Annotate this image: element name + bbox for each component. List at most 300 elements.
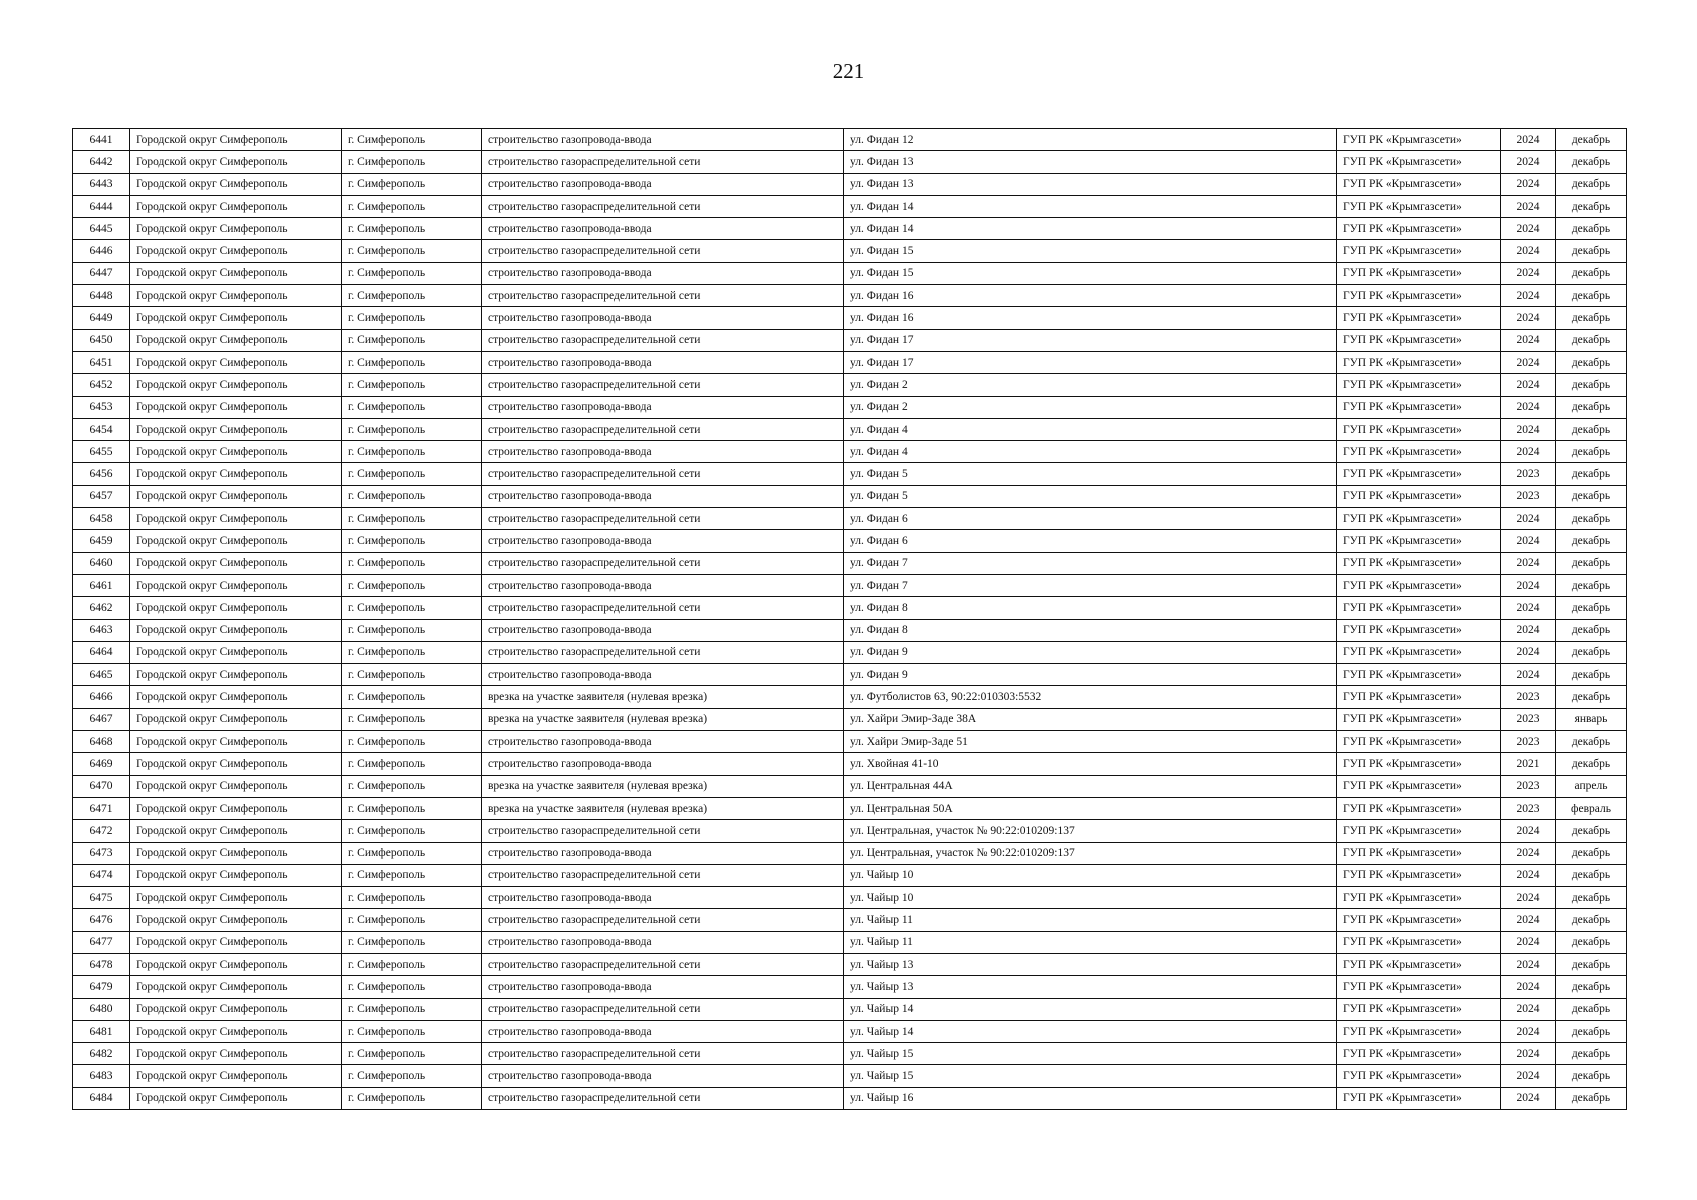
cell-municipality: Городской округ Симферополь [130,820,342,842]
cell-municipality: Городской округ Симферополь [130,775,342,797]
cell-row-number: 6466 [73,686,130,708]
cell-settlement: г. Симферополь [342,976,482,998]
cell-address: ул. Чайыр 15 [844,1065,1337,1087]
cell-month: декабрь [1556,262,1627,284]
cell-year: 2024 [1501,1020,1556,1042]
cell-organization: ГУП РК «Крымгазсети» [1337,307,1501,329]
table-row [73,976,1627,998]
cell-row-number: 6445 [73,218,130,240]
cell-municipality: Городской округ Симферополь [130,664,342,686]
cell-month: декабрь [1556,530,1627,552]
cell-work-type: строительство газораспределительной сети [482,552,844,574]
cell-organization: ГУП РК «Крымгазсети» [1337,508,1501,530]
cell-organization: ГУП РК «Крымгазсети» [1337,1065,1501,1087]
cell-row-number: 6472 [73,820,130,842]
cell-month: декабрь [1556,842,1627,864]
table-row [73,686,1627,708]
cell-work-type: строительство газораспределительной сети [482,508,844,530]
table-row [73,797,1627,819]
table-row [73,151,1627,173]
cell-month: декабрь [1556,909,1627,931]
page-number: 221 [832,59,865,83]
cell-row-number: 6484 [73,1087,130,1109]
cell-work-type: врезка на участке заявителя (нулевая врезка) [482,708,844,730]
cell-year: 2024 [1501,307,1556,329]
cell-municipality: Городской округ Симферополь [130,1087,342,1109]
cell-organization: ГУП РК «Крымгазсети» [1337,129,1501,151]
table-row [73,909,1627,931]
cell-settlement: г. Симферополь [342,931,482,953]
cell-row-number: 6468 [73,731,130,753]
cell-organization: ГУП РК «Крымгазсети» [1337,485,1501,507]
cell-work-type: строительство газопровода-ввода [482,351,844,373]
cell-organization: ГУП РК «Крымгазсети» [1337,976,1501,998]
cell-settlement: г. Симферополь [342,1043,482,1065]
cell-year: 2024 [1501,953,1556,975]
cell-municipality: Городской округ Симферополь [130,262,342,284]
cell-row-number: 6453 [73,396,130,418]
cell-municipality: Городской округ Симферополь [130,218,342,240]
table-row [73,775,1627,797]
cell-address: ул. Фидан 8 [844,619,1337,641]
cell-work-type: строительство газопровода-ввода [482,1065,844,1087]
cell-year: 2024 [1501,218,1556,240]
cell-year: 2024 [1501,931,1556,953]
cell-row-number: 6447 [73,262,130,284]
cell-work-type: строительство газораспределительной сети [482,285,844,307]
cell-address: ул. Фидан 15 [844,240,1337,262]
cell-year: 2024 [1501,574,1556,596]
cell-work-type: строительство газопровода-ввода [482,664,844,686]
cell-year: 2024 [1501,597,1556,619]
cell-row-number: 6464 [73,641,130,663]
cell-month: декабрь [1556,485,1627,507]
cell-year: 2021 [1501,753,1556,775]
cell-address: ул. Фидан 5 [844,485,1337,507]
cell-address: ул. Чайыр 15 [844,1043,1337,1065]
table-row [73,285,1627,307]
cell-settlement: г. Симферополь [342,374,482,396]
cell-settlement: г. Симферополь [342,820,482,842]
cell-organization: ГУП РК «Крымгазсети» [1337,396,1501,418]
cell-year: 2023 [1501,485,1556,507]
cell-year: 2024 [1501,262,1556,284]
cell-row-number: 6474 [73,864,130,886]
cell-year: 2023 [1501,731,1556,753]
cell-municipality: Городской округ Симферополь [130,151,342,173]
table-row [73,195,1627,217]
cell-row-number: 6455 [73,441,130,463]
cell-month: декабрь [1556,151,1627,173]
cell-row-number: 6481 [73,1020,130,1042]
cell-settlement: г. Симферополь [342,887,482,909]
cell-month: декабрь [1556,173,1627,195]
cell-settlement: г. Симферополь [342,463,482,485]
table-row [73,552,1627,574]
cell-address: ул. Фидан 14 [844,218,1337,240]
cell-month: декабрь [1556,953,1627,975]
cell-year: 2024 [1501,351,1556,373]
cell-work-type: строительство газораспределительной сети [482,1087,844,1109]
cell-organization: ГУП РК «Крымгазсети» [1337,285,1501,307]
cell-address: ул. Фидан 8 [844,597,1337,619]
cell-address: ул. Фидан 14 [844,195,1337,217]
table-row [73,173,1627,195]
cell-address: ул. Фидан 4 [844,441,1337,463]
cell-organization: ГУП РК «Крымгазсети» [1337,351,1501,373]
cell-organization: ГУП РК «Крымгазсети» [1337,731,1501,753]
cell-work-type: строительство газопровода-ввода [482,976,844,998]
cell-month: декабрь [1556,285,1627,307]
cell-month: декабрь [1556,931,1627,953]
cell-municipality: Городской округ Симферополь [130,1020,342,1042]
cell-settlement: г. Симферополь [342,218,482,240]
cell-month: декабрь [1556,686,1627,708]
cell-row-number: 6471 [73,797,130,819]
cell-organization: ГУП РК «Крымгазсети» [1337,998,1501,1020]
cell-row-number: 6463 [73,619,130,641]
cell-municipality: Городской округ Симферополь [130,195,342,217]
table-row [73,485,1627,507]
cell-work-type: строительство газопровода-ввода [482,262,844,284]
cell-settlement: г. Симферополь [342,597,482,619]
cell-municipality: Городской округ Симферополь [130,374,342,396]
cell-organization: ГУП РК «Крымгазсети» [1337,418,1501,440]
cell-work-type: строительство газопровода-ввода [482,307,844,329]
cell-row-number: 6465 [73,664,130,686]
cell-work-type: строительство газопровода-ввода [482,530,844,552]
table-row [73,530,1627,552]
cell-organization: ГУП РК «Крымгазсети» [1337,218,1501,240]
table-row [73,1087,1627,1109]
cell-settlement: г. Симферополь [342,842,482,864]
cell-address: ул. Фидан 16 [844,307,1337,329]
cell-year: 2024 [1501,820,1556,842]
table-row [73,1043,1627,1065]
cell-address: ул. Фидан 17 [844,351,1337,373]
table-row [73,418,1627,440]
cell-row-number: 6451 [73,351,130,373]
cell-year: 2024 [1501,329,1556,351]
cell-address: ул. Фидан 4 [844,418,1337,440]
cell-year: 2024 [1501,998,1556,1020]
cell-work-type: строительство газопровода-ввода [482,396,844,418]
cell-organization: ГУП РК «Крымгазсети» [1337,597,1501,619]
table-row [73,218,1627,240]
cell-settlement: г. Симферополь [342,351,482,373]
cell-row-number: 6469 [73,753,130,775]
cell-municipality: Городской округ Симферополь [130,463,342,485]
cell-month: декабрь [1556,195,1627,217]
cell-settlement: г. Симферополь [342,619,482,641]
cell-year: 2024 [1501,976,1556,998]
cell-row-number: 6475 [73,887,130,909]
cell-work-type: строительство газопровода-ввода [482,1020,844,1042]
cell-settlement: г. Симферополь [342,508,482,530]
cell-settlement: г. Симферополь [342,485,482,507]
cell-municipality: Городской округ Симферополь [130,508,342,530]
cell-year: 2024 [1501,151,1556,173]
cell-year: 2023 [1501,708,1556,730]
cell-month: декабрь [1556,374,1627,396]
cell-month: декабрь [1556,351,1627,373]
table-row [73,731,1627,753]
cell-settlement: г. Симферополь [342,909,482,931]
table-row [73,129,1627,151]
table-row [73,262,1627,284]
cell-address: ул. Чайыр 10 [844,887,1337,909]
cell-work-type: строительство газораспределительной сети [482,953,844,975]
cell-month: декабрь [1556,1020,1627,1042]
cell-municipality: Городской округ Симферополь [130,953,342,975]
cell-month: декабрь [1556,820,1627,842]
cell-work-type: врезка на участке заявителя (нулевая врезка) [482,775,844,797]
cell-address: ул. Фидан 13 [844,173,1337,195]
cell-work-type: строительство газораспределительной сети [482,240,844,262]
cell-row-number: 6442 [73,151,130,173]
cell-work-type: строительство газопровода-ввода [482,931,844,953]
cell-address: ул. Фидан 12 [844,129,1337,151]
cell-year: 2023 [1501,797,1556,819]
table-row [73,351,1627,373]
cell-municipality: Городской округ Симферополь [130,998,342,1020]
cell-year: 2024 [1501,1065,1556,1087]
cell-organization: ГУП РК «Крымгазсети» [1337,708,1501,730]
cell-organization: ГУП РК «Крымгазсети» [1337,775,1501,797]
cell-row-number: 6480 [73,998,130,1020]
cell-row-number: 6450 [73,329,130,351]
cell-settlement: г. Симферополь [342,441,482,463]
cell-municipality: Городской округ Симферополь [130,619,342,641]
cell-row-number: 6479 [73,976,130,998]
cell-municipality: Городской округ Симферополь [130,887,342,909]
cell-settlement: г. Симферополь [342,396,482,418]
cell-row-number: 6482 [73,1043,130,1065]
cell-row-number: 6456 [73,463,130,485]
cell-municipality: Городской округ Симферополь [130,864,342,886]
cell-municipality: Городской округ Симферополь [130,1043,342,1065]
cell-month: декабрь [1556,129,1627,151]
table-row [73,864,1627,886]
cell-settlement: г. Симферополь [342,864,482,886]
cell-municipality: Городской округ Симферополь [130,441,342,463]
cell-year: 2024 [1501,1043,1556,1065]
cell-year: 2024 [1501,552,1556,574]
cell-settlement: г. Симферополь [342,797,482,819]
table-row [73,374,1627,396]
cell-address: ул. Фидан 9 [844,641,1337,663]
cell-year: 2024 [1501,240,1556,262]
cell-work-type: строительство газопровода-ввода [482,441,844,463]
cell-month: декабрь [1556,619,1627,641]
cell-address: ул. Фидан 5 [844,463,1337,485]
cell-municipality: Городской округ Симферополь [130,285,342,307]
cell-municipality: Городской округ Симферополь [130,329,342,351]
cell-year: 2023 [1501,775,1556,797]
cell-month: декабрь [1556,1065,1627,1087]
cell-row-number: 6459 [73,530,130,552]
cell-row-number: 6449 [73,307,130,329]
cell-month: декабрь [1556,574,1627,596]
cell-row-number: 6458 [73,508,130,530]
cell-municipality: Городской округ Симферополь [130,418,342,440]
cell-municipality: Городской округ Симферополь [130,351,342,373]
cell-row-number: 6477 [73,931,130,953]
cell-address: ул. Фидан 6 [844,508,1337,530]
cell-address: ул. Фидан 2 [844,374,1337,396]
cell-work-type: строительство газопровода-ввода [482,574,844,596]
cell-year: 2023 [1501,686,1556,708]
cell-settlement: г. Симферополь [342,285,482,307]
cell-work-type: строительство газораспределительной сети [482,909,844,931]
cell-organization: ГУП РК «Крымгазсети» [1337,909,1501,931]
cell-settlement: г. Симферополь [342,151,482,173]
cell-month: декабрь [1556,307,1627,329]
cell-month: декабрь [1556,864,1627,886]
cell-work-type: строительство газопровода-ввода [482,842,844,864]
cell-work-type: строительство газопровода-ввода [482,753,844,775]
cell-settlement: г. Симферополь [342,173,482,195]
cell-month: декабрь [1556,664,1627,686]
cell-municipality: Городской округ Симферополь [130,797,342,819]
cell-year: 2024 [1501,508,1556,530]
cell-settlement: г. Симферополь [342,574,482,596]
cell-month: декабрь [1556,1087,1627,1109]
cell-address: ул. Центральная 50А [844,797,1337,819]
table-row [73,396,1627,418]
cell-settlement: г. Симферополь [342,129,482,151]
cell-row-number: 6443 [73,173,130,195]
cell-work-type: строительство газопровода-ввода [482,485,844,507]
table-row [73,708,1627,730]
cell-organization: ГУП РК «Крымгазсети» [1337,195,1501,217]
cell-organization: ГУП РК «Крымгазсети» [1337,887,1501,909]
cell-row-number: 6483 [73,1065,130,1087]
cell-month: январь [1556,708,1627,730]
cell-year: 2024 [1501,1087,1556,1109]
cell-row-number: 6460 [73,552,130,574]
cell-month: декабрь [1556,887,1627,909]
cell-year: 2024 [1501,909,1556,931]
cell-settlement: г. Симферополь [342,708,482,730]
cell-organization: ГУП РК «Крымгазсети» [1337,753,1501,775]
cell-address: ул. Чайыр 13 [844,976,1337,998]
cell-work-type: строительство газопровода-ввода [482,173,844,195]
cell-organization: ГУП РК «Крымгазсети» [1337,864,1501,886]
cell-month: декабрь [1556,218,1627,240]
cell-municipality: Городской округ Симферополь [130,842,342,864]
cell-month: декабрь [1556,976,1627,998]
table-row [73,463,1627,485]
cell-month: декабрь [1556,418,1627,440]
cell-settlement: г. Симферополь [342,1020,482,1042]
cell-work-type: строительство газораспределительной сети [482,597,844,619]
table-row [73,619,1627,641]
cell-settlement: г. Симферополь [342,953,482,975]
cell-organization: ГУП РК «Крымгазсети» [1337,842,1501,864]
cell-address: ул. Центральная, участок № 90:22:010209:137 [844,820,1337,842]
cell-work-type: строительство газопровода-ввода [482,619,844,641]
cell-address: ул. Фидан 6 [844,530,1337,552]
cell-organization: ГУП РК «Крымгазсети» [1337,820,1501,842]
cell-address: ул. Чайыр 13 [844,953,1337,975]
cell-work-type: строительство газораспределительной сети [482,151,844,173]
cell-year: 2023 [1501,463,1556,485]
cell-year: 2024 [1501,641,1556,663]
cell-row-number: 6470 [73,775,130,797]
cell-work-type: строительство газопровода-ввода [482,731,844,753]
cell-address: ул. Фидан 9 [844,664,1337,686]
cell-organization: ГУП РК «Крымгазсети» [1337,441,1501,463]
cell-municipality: Городской округ Симферополь [130,396,342,418]
cell-municipality: Городской округ Симферополь [130,485,342,507]
cell-work-type: строительство газопровода-ввода [482,887,844,909]
cell-month: декабрь [1556,1043,1627,1065]
cell-row-number: 6441 [73,129,130,151]
cell-address: ул. Фидан 16 [844,285,1337,307]
cell-month: апрель [1556,775,1627,797]
cell-address: ул. Чайыр 11 [844,931,1337,953]
table-row [73,240,1627,262]
cell-row-number: 6478 [73,953,130,975]
cell-address: ул. Фидан 13 [844,151,1337,173]
cell-work-type: строительство газораспределительной сети [482,641,844,663]
cell-row-number: 6454 [73,418,130,440]
cell-year: 2024 [1501,842,1556,864]
cell-municipality: Городской округ Симферополь [130,708,342,730]
cell-address: ул. Хайри Эмир-Заде 51 [844,731,1337,753]
cell-organization: ГУП РК «Крымгазсети» [1337,151,1501,173]
cell-municipality: Городской округ Симферополь [130,1065,342,1087]
register-table-body [73,129,1627,1110]
table-row [73,1020,1627,1042]
cell-address: ул. Чайыр 10 [844,864,1337,886]
cell-settlement: г. Симферополь [342,418,482,440]
cell-year: 2024 [1501,285,1556,307]
cell-year: 2024 [1501,396,1556,418]
cell-year: 2024 [1501,441,1556,463]
cell-organization: ГУП РК «Крымгазсети» [1337,953,1501,975]
table-row [73,441,1627,463]
cell-municipality: Городской округ Симферополь [130,129,342,151]
cell-settlement: г. Симферополь [342,686,482,708]
cell-address: ул. Центральная 44А [844,775,1337,797]
cell-organization: ГУП РК «Крымгазсети» [1337,574,1501,596]
cell-row-number: 6446 [73,240,130,262]
cell-work-type: врезка на участке заявителя (нулевая врезка) [482,686,844,708]
cell-work-type: строительство газопровода-ввода [482,129,844,151]
cell-organization: ГУП РК «Крымгазсети» [1337,619,1501,641]
table-row [73,998,1627,1020]
cell-organization: ГУП РК «Крымгазсети» [1337,641,1501,663]
cell-settlement: г. Симферополь [342,240,482,262]
cell-month: декабрь [1556,552,1627,574]
cell-municipality: Городской округ Симферополь [130,931,342,953]
cell-row-number: 6444 [73,195,130,217]
cell-municipality: Городской округ Симферополь [130,909,342,931]
cell-year: 2024 [1501,530,1556,552]
cell-month: декабрь [1556,597,1627,619]
cell-address: ул. Фидан 15 [844,262,1337,284]
table-row [73,508,1627,530]
table-row [73,597,1627,619]
cell-organization: ГУП РК «Крымгазсети» [1337,552,1501,574]
cell-address: ул. Чайыр 14 [844,998,1337,1020]
cell-year: 2024 [1501,374,1556,396]
table-row [73,931,1627,953]
cell-organization: ГУП РК «Крымгазсети» [1337,686,1501,708]
cell-row-number: 6457 [73,485,130,507]
